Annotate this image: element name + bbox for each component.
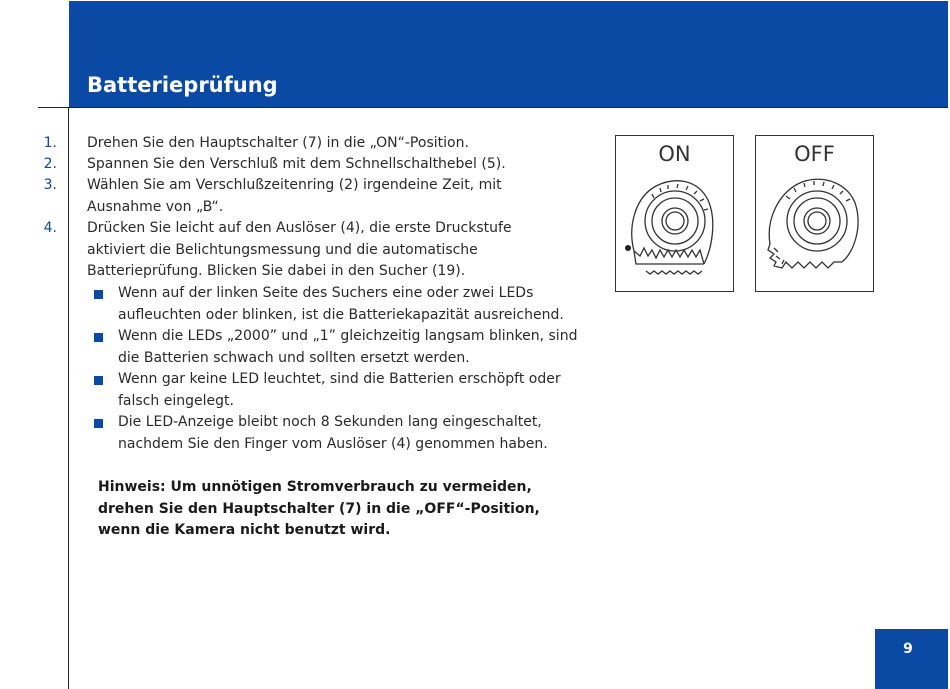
- step-number: 1.: [43, 135, 57, 151]
- horizontal-rule: [38, 107, 948, 108]
- page-number-box: [875, 629, 948, 689]
- note-text: Hinweis: Um unnötigen Stromverbrauch zu vermeiden, drehen Sie den Hauptschalter (7) in die „OFF“-Position, wenn die Kamera nicht benutzt wird.: [98, 479, 540, 538]
- step-number: 4.: [43, 220, 57, 236]
- step-number: 2.: [43, 156, 57, 172]
- bullet-item: Wenn die LEDs „2000” und „1” gleichzeitig langsam blinken, sind die Batterien schwach und sollten ersetzt werden.: [118, 328, 578, 366]
- off-label: OFF: [794, 142, 835, 166]
- page-number: 9: [903, 641, 913, 657]
- step-text: Wählen Sie am Verschlußzeitenring (2) irgendeine Zeit, mit Ausnahme von „B“.: [87, 177, 502, 215]
- bullet-item: Wenn auf der linken Seite des Suchers eine oder zwei LEDs aufleuchten oder blinken, ist die Batteriekapazität ausreichend.: [118, 285, 564, 323]
- bullet-marker: [94, 333, 103, 342]
- switch-on-figure: [615, 135, 734, 292]
- step-text: Spannen Sie den Verschluß mit dem Schnellschalthebel (5).: [87, 156, 506, 172]
- bullet-marker: [94, 419, 103, 428]
- page-title: Batterieprüfung: [87, 73, 278, 97]
- step-text: Drehen Sie den Hauptschalter (7) in die „ON“-Position.: [87, 135, 469, 151]
- dial-off-icon: [756, 136, 873, 291]
- switch-off-figure: [755, 135, 874, 292]
- vertical-rule: [68, 107, 69, 689]
- step-text: Drücken Sie leicht auf den Auslöser (4), die erste Druckstufe aktiviert die Belichtungsmessung und die automatische Batterieprüfung. Blicken Sie dabei in den Sucher (19).: [87, 220, 512, 279]
- on-label: ON: [658, 142, 691, 166]
- bullet-marker: [94, 376, 103, 385]
- step-number: 3.: [43, 177, 57, 193]
- bullet-item: Wenn gar keine LED leuchtet, sind die Batterien erschöpft oder falsch eingelegt.: [118, 371, 561, 409]
- dial-on-icon: [616, 136, 733, 291]
- bullet-item: Die LED-Anzeige bleibt noch 8 Sekunden lang eingeschaltet, nachdem Sie den Finger vom Auslöser (4) genommen haben.: [118, 414, 548, 452]
- bullet-marker: [94, 290, 103, 299]
